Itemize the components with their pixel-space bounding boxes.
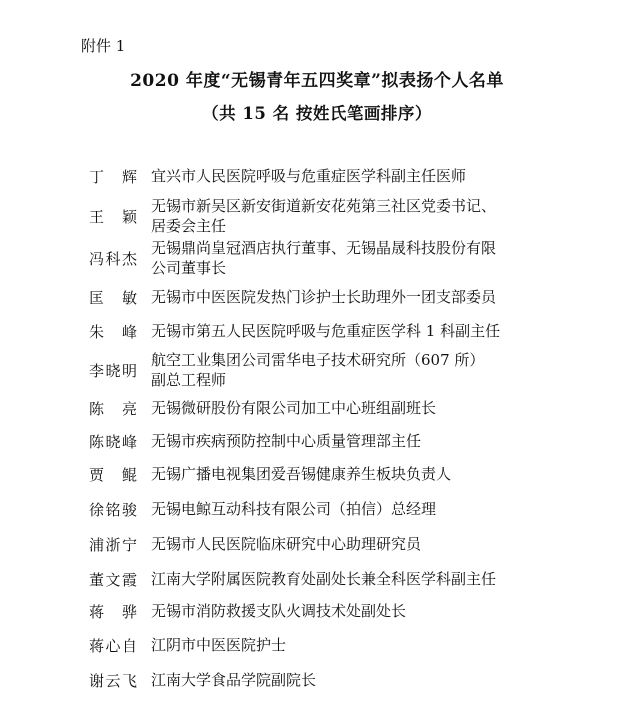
person-description: 无锡市消防救援支队火调技术处副处长 bbox=[151, 602, 407, 620]
person-name: 董文霞 bbox=[89, 571, 137, 589]
person-description: 无锡鼎尚皇冠酒店执行董事、无锡晶晟科技股份有限 公司董事长 bbox=[151, 239, 497, 277]
person-name: 蒋心自 bbox=[89, 637, 137, 655]
person-description: 江南大学食品学院副院长 bbox=[151, 671, 317, 689]
attachment-label: 附件 1 bbox=[81, 37, 126, 55]
person-name: 陈晓峰 bbox=[89, 433, 137, 451]
person-description: 无锡市新吴区新安街道新安花苑第三社区党委书记、 居委会主任 bbox=[151, 197, 497, 235]
person-description: 江阴市中医医院护士 bbox=[151, 636, 287, 654]
person-description: 无锡市第五人民医院呼吸与危重症医学科 1 科副主任 bbox=[151, 322, 501, 340]
person-description: 无锡电鲸互动科技有限公司（拍信）总经理 bbox=[151, 500, 437, 518]
document-subtitle: （共 15 名 按姓氏笔画排序） bbox=[202, 104, 432, 123]
person-name: 朱 峰 bbox=[89, 323, 137, 341]
person-name: 浦浙宁 bbox=[89, 536, 137, 554]
person-name: 冯科杰 bbox=[89, 250, 137, 268]
person-description: 无锡广播电视集团爱吾锡健康养生板块负责人 bbox=[151, 465, 452, 483]
person-description: 宜兴市人民医院呼吸与危重症医学科副主任医师 bbox=[151, 167, 467, 185]
person-description: 江南大学附属医院教育处副处长兼全科医学科副主任 bbox=[151, 570, 497, 588]
person-name: 陈 亮 bbox=[89, 400, 137, 418]
person-name: 匡 敏 bbox=[89, 289, 137, 307]
person-name: 徐铭骏 bbox=[89, 501, 137, 519]
person-description: 无锡市疾病预防控制中心质量管理部主任 bbox=[151, 432, 422, 450]
person-name: 李晓明 bbox=[89, 362, 137, 380]
person-name: 丁 辉 bbox=[89, 168, 137, 186]
person-name: 谢云飞 bbox=[89, 672, 137, 690]
person-name: 贾 鲲 bbox=[89, 466, 137, 484]
document-title: 2020 年度“无锡青年五四奖章”拟表扬个人名单 bbox=[130, 71, 504, 91]
person-description: 无锡市中医医院发热门诊护士长助理外一团支部委员 bbox=[151, 288, 497, 306]
person-name: 蒋 骅 bbox=[89, 603, 137, 621]
person-description: 航空工业集团公司雷华电子技术研究所（607 所） 副总工程师 bbox=[151, 351, 485, 389]
person-name: 王 颖 bbox=[89, 208, 137, 226]
person-description: 无锡微研股份有限公司加工中心班组副班长 bbox=[151, 399, 437, 417]
person-description: 无锡市人民医院临床研究中心助理研究员 bbox=[151, 535, 422, 553]
